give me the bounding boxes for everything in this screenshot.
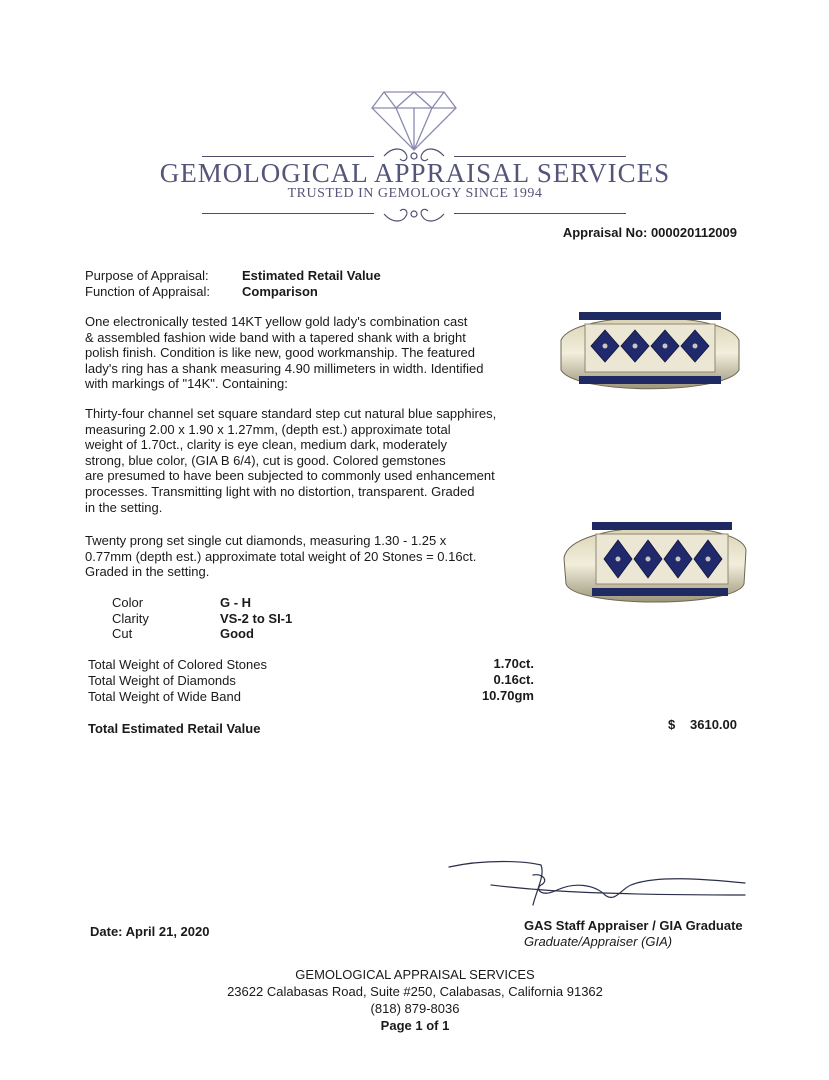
retail-amount: 3610.00 (690, 717, 737, 732)
grading-row (112, 595, 292, 611)
total-label: Total Weight of Wide Band (88, 689, 241, 704)
footer-company: GEMOLOGICAL APPRAISAL SERVICES (295, 967, 535, 982)
header-top-rule (202, 156, 374, 157)
grading-label: Color (112, 595, 144, 610)
item-description: One electronically tested 14KT yellow gold lady's combination cast & assembled fashion wide band with a tapered shank with a bright polish finish. Condition is like new, good workmanship. The featured lady's ring has a shank measuring 4.90 millimeters in width. Identified with markings of "14K". Containing: (85, 314, 484, 392)
total-label: Total Weight of Diamonds (88, 673, 236, 688)
company-tagline: TRUSTED IN GEMOLOGY SINCE 1994 (287, 186, 543, 201)
function-value: Comparison (242, 284, 318, 299)
grading-table (112, 595, 292, 642)
purpose-value: Estimated Retail Value (242, 268, 381, 283)
diamond-description: Twenty prong set single cut diamonds, measuring 1.30 - 1.25 x 0.77mm (depth est.) approximate total weight of 20 Stones = 0.16ct. Graded in the setting. (85, 533, 477, 580)
grading-value: G - H (220, 595, 252, 610)
footer-block (150, 966, 680, 1034)
signature-subtitle: Graduate/Appraiser (GIA) (524, 934, 673, 949)
appraiser-signature (445, 855, 755, 915)
total-value: 1.70ct. (493, 656, 534, 671)
totals-labels (88, 657, 267, 705)
total-value: 10.70gm (481, 688, 534, 703)
appraisal-number: Appraisal No: 000020112009 (562, 225, 737, 240)
page-indicator: Page 1 of 1 (380, 1018, 450, 1033)
ring-photo-angled (560, 510, 750, 605)
appraisal-date: Date: April 21, 2020 (90, 924, 210, 939)
ring-photo-front (555, 300, 745, 395)
purpose-row (85, 268, 381, 284)
sapphire-description: Thirty-four channel set square standard step cut natural blue sapphires, measuring 2.00 x 1.90 x 1.27mm, (depth est.) approximate total weight of 1.70ct., clarity is eye clean, medium dark, moderately strong, blue color, (GIA B 6/4), cut is good. Colored gemstones are presumed to have been subjected to commonly used enhancement processes. Transmitting light with no distortion, transparent. Graded in the setting. (85, 406, 497, 515)
footer-phone: (818) 879-8036 (370, 1001, 460, 1016)
total-value: 0.16ct. (493, 672, 534, 687)
signature-title: GAS Staff Appraiser / GIA Graduate (524, 918, 743, 933)
total-label: Total Weight of Colored Stones (88, 657, 267, 672)
footer-address: 23622 Calabasas Road, Suite #250, Calabasas, California 91362 (227, 984, 603, 999)
grading-label: Clarity (112, 610, 149, 626)
retail-value-label: Total Estimated Retail Value (88, 721, 261, 736)
grading-row (112, 611, 292, 627)
grading-value: Good (220, 626, 254, 641)
flourish-bottom-icon (382, 203, 446, 225)
grading-label: Cut (112, 626, 133, 641)
retail-currency: $ (668, 717, 676, 732)
totals-values (440, 656, 534, 704)
grading-value: VS-2 to SI-1 (220, 610, 293, 626)
function-row (85, 284, 318, 300)
function-label: Function of Appraisal: (85, 284, 211, 299)
purpose-label: Purpose of Appraisal: (85, 268, 209, 283)
grading-row (112, 626, 292, 642)
company-name: GEMOLOGICAL APPRAISAL SERVICES (159, 158, 671, 188)
header-top-rule-right (454, 156, 626, 157)
diamond-logo-icon (370, 88, 458, 152)
header-bottom-rule (202, 213, 374, 214)
header-bottom-rule-right (454, 213, 626, 214)
